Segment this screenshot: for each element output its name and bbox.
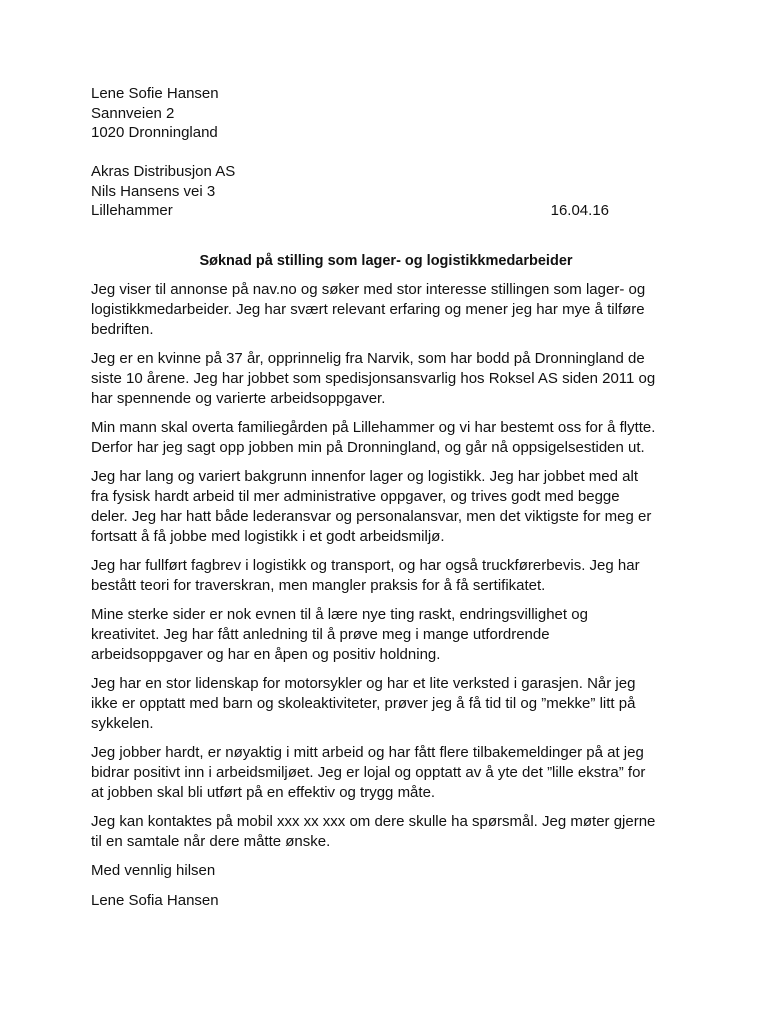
body-paragraph-9: Jeg kan kontaktes på mobil xxx xx xxx om dere skulle ha spørsmål. Jeg møter gjerne til en samtale når dere måtte ønske. [91,813,656,850]
letter-page [91,84,681,921]
closing-phrase: Med vennlig hilsen [91,862,216,880]
sender-address [91,84,681,143]
signature-name: Lene Sofia Hansen [91,892,219,910]
body-paragraph-2: Jeg er en kvinne på 37 år, opprinnelig fra Narvik, som har bodd på Dronningland de siste 10 årene. Jeg har jobbet som spedisjonsansvarlig hos Roksel AS siden 2011 og har spennende og varierte arbeidsoppgaver. [91,349,656,407]
recipient-street: Nils Hansens vei 3 [91,182,216,200]
body-paragraph-1: Jeg viser til annonse på nav.no og søker med stor interesse stillingen som lager- og logistikkmedarbeider. Jeg har svært relevant erfaring og mener jeg har mye å tilføre bedriften. [91,281,646,338]
body-paragraph-8: Jeg jobber hardt, er nøyaktig i mitt arbeid og har fått flere tilbakemeldinger på at jeg bidrar positivt inn i arbeidsmiljøet. Jeg er lojal og opptatt av å yte det ”lille ekstra” for at jobben skal bli utført på en effektiv og trygg måte. [91,744,646,801]
recipient-company: Akras Distribusjon AS [91,163,236,180]
recipient-city: Lillehammer [91,202,173,219]
body-paragraph-6: Mine sterke sider er nok evnen til å lære nye ting raskt, endringsvillighet og kreativitet. Jeg har fått anledning til å prøve meg i mange utfordrende arbeidsoppgaver og har en åpen og positiv holdning. [91,606,588,663]
sender-city: 1020 Dronningland [91,124,218,141]
body-paragraph-7: Jeg har en stor lidenskap for motorsykler og har et lite verksted i garasjen. Når jeg ikke er opptatt med barn og skoleaktiviteter, prøver jeg å få tid til og ”mekke” litt på sykkelen. [91,675,636,732]
recipient-city-date-row [91,201,609,221]
letter-title: Søknad på stilling som lager- og logistikkmedarbeider [199,252,573,269]
body-paragraph-5: Jeg har fullført fagbrev i logistikk og transport, og har også truckførerbevis. Jeg har bestått teori for traverskran, men mangler praksis for å få sertifikatet. [91,556,640,594]
sender-street: Sannveien 2 [91,104,175,122]
letter-body [91,280,681,852]
body-paragraph-3: Min mann skal overta familiegården på Lillehammer og vi har bestemt oss for å flytte. Derfor har jeg sagt opp jobben min på Dronningland, og går nå oppsigelsestiden ut. [91,418,656,456]
letter-date: 16.04.16 [550,202,609,219]
recipient-address [91,162,681,221]
sender-name: Lene Sofie Hansen [91,85,219,102]
body-paragraph-4: Jeg har lang og variert bakgrunn innenfor lager og logistikk. Jeg har jobbet med alt fra fysisk hardt arbeid til mer administrative oppgaver, og trives godt med begge deler. Jeg har hatt både lederansvar og personalansvar, men det viktigste for meg er fortsatt å få jobbe med logistikk i et godt arbeidsmiljø. [91,468,652,545]
